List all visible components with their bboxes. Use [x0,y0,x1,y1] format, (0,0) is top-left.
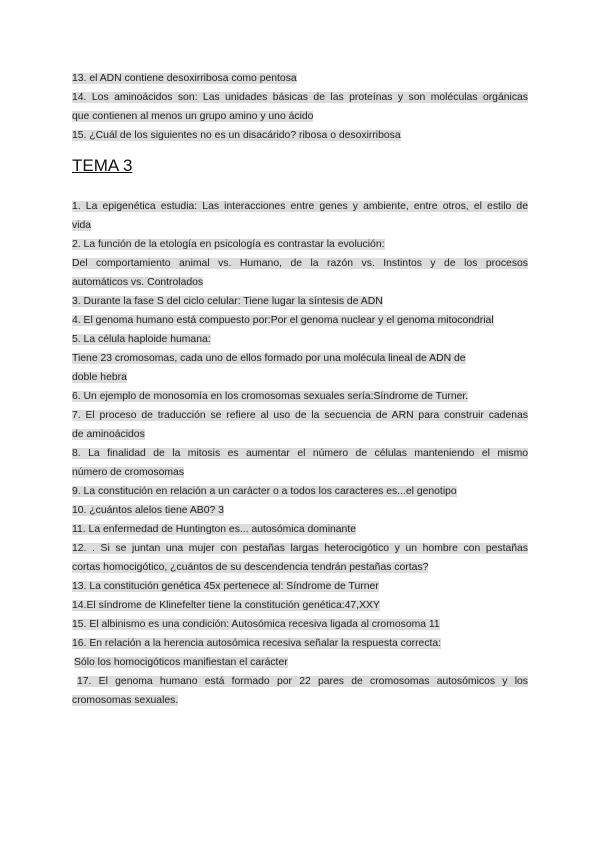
question-line: número de cromosomas [72,467,185,478]
question-line: 6. Un ejemplo de monosomía en los cromosomas sexuales sería:Síndrome de Turner. [72,391,469,402]
section-heading: TEMA 3 [72,156,133,175]
question-line: 12. . Si se juntan una mujer con pestañas largas heterocigótico y un hombre con pestañas [72,543,528,554]
question-line: 14. Los aminoácidos son: Las unidades básicas de las proteínas y son moléculas orgánicas [72,92,528,103]
question-line: 7. El proceso de traducción se refiere al uso de la secuencia de ARN para construir cadenas [72,410,528,421]
question-line: 8. La finalidad de la mitosis es aumentar el número de células manteniendo el mismo [72,448,528,459]
question-line: 11. La enfermedad de Huntington es... autosómica dominante [72,524,357,535]
question-line: Tiene 23 cromosomas, cada uno de ellos formado por una molécula lineal de ADN de [72,353,466,364]
question-line: Del comportamiento animal vs. Humano, de la razón vs. Instintos y de los procesos [72,258,528,269]
question-line: 13. La constitución genética 45x pertenece al: Síndrome de Turner [72,581,379,592]
question-line: vida [72,220,92,231]
question-line: 4. El genoma humano está compuesto por:Por el genoma nuclear y el genoma mitocondrial [72,315,494,326]
question-line: 16. En relación a la herencia autosómica recesiva señalar la respuesta correcta: [72,638,442,649]
question-line: 13. el ADN contiene desoxirribosa como pentosa [72,73,297,84]
question-line: Sólo los homocigóticos manifiestan el carácter [74,657,288,668]
question-line: cortas homocigótico, ¿cuántos de su descendencia tendrán pestañas cortas? [72,562,429,573]
question-line: 2. La función de la etología en psicología es contrastar la evolución: [72,239,385,250]
question-line: 1. La epigenética estudia: Las interacciones entre genes y ambiente, entre otros, el estilo de [72,201,528,212]
question-line: 15. El albinismo es una condición: Autosómica recesiva ligada al cromosoma 11 [72,619,440,630]
document-body [72,69,528,710]
question-line: que contienen al menos un grupo amino y uno ácido [72,111,314,122]
question-line: de aminoácidos [72,429,145,440]
question-line: 15. ¿Cuál de los siguientes no es un disacárido? ribosa o desoxirribosa [72,130,401,141]
question-line: 5. La célula haploide humana: [72,334,211,345]
question-line: automáticos vs. Controlados [72,277,204,288]
question-line: 3. Durante la fase S del ciclo celular: Tiene lugar la síntesis de ADN [72,296,383,307]
question-line: doble hebra [72,372,127,383]
question-line: 9. La constitución en relación a un carácter o a todos los caracteres es...el genotipo [72,486,457,497]
question-line: 14.El síndrome de Klinefelter tiene la constitución genética:47,XXY [72,600,380,611]
question-line: 17. El genoma humano está formado por 22 pares de cromosomas autosómicos y los [77,676,528,687]
question-line: cromosomas sexuales. [72,695,179,706]
question-line: 10. ¿cuántos alelos tiene AB0? 3 [72,505,224,516]
